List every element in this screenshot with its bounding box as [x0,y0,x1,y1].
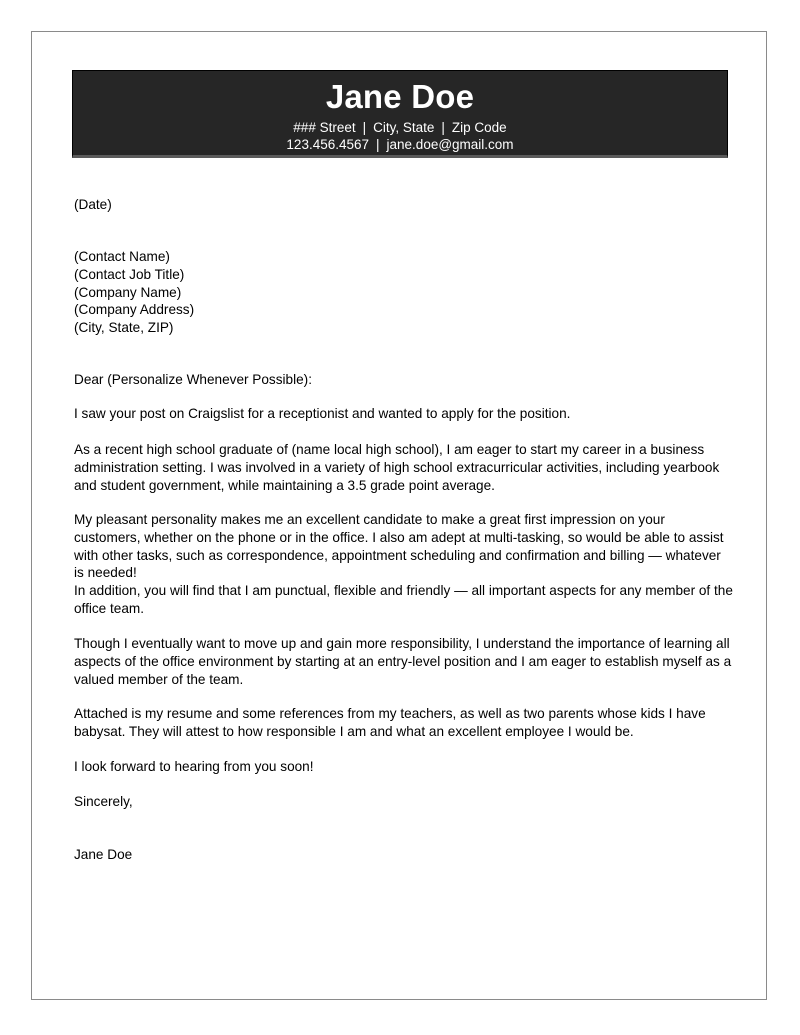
sender-email: jane.doe@gmail.com [386,137,514,152]
paragraph-1: I saw your post on Craigslist for a receptionist and wanted to apply for the position. [74,406,571,421]
separator: | [362,120,367,135]
recipient-block [74,248,734,337]
recipient-job-title: (Contact Job Title) [74,266,185,282]
paragraph-2: As a recent high school graduate of (name local high school), I am eager to start my career in a business administration setting. I was involved in a variety of high school extracurricular activities, including yearbook and student government, while maintaining a 3.5 grade point average. [74,442,720,493]
recipient-contact-name: (Contact Name) [74,249,170,264]
paragraph-7: I look forward to hearing from you soon! [74,759,314,774]
sender-zip: Zip Code [451,120,507,135]
signature: Jane Doe [74,847,133,862]
sender-phone: 123.456.4567 [286,137,370,152]
recipient-city-state-zip: (City, State, ZIP) [74,320,174,336]
sender-city-state: City, State [373,120,435,135]
salutation: Dear (Personalize Whenever Possible): [74,372,312,387]
paragraph-6: Attached is my resume and some references from my teachers, as well as two parents whose kids I have babysat. They will attest to how responsible I am and what an excellent employee I would be. [74,706,706,739]
header-banner [72,70,728,158]
recipient-company-name: (Company Name) [74,284,182,300]
paragraph-4: In addition, you will find that I am punctual, flexible and friendly — all important aspects for any member of the office team. [74,583,733,616]
paragraph-5: Though I eventually want to move up and gain more responsibility, I understand the importance of learning all aspects of the office environment by starting at an entry-level position and I am eager to establish myself as a valued member of the team. [74,636,732,687]
sender-address-line [73,119,727,136]
sender-contact-line [73,136,727,153]
closing: Sincerely, [74,794,133,809]
sender-street: ### Street [293,120,356,135]
sender-name: Jane Doe [325,78,475,115]
paragraph-3: My pleasant personality makes me an excellent candidate to make a great first impression on your customers, whether on the phone or in the office. I also am adept at multi-tasking, so would be able to assist with other tasks, such as correspondence, appointment scheduling and confirmation and billing — whatever is needed! [74,512,724,581]
recipient-company-address: (Company Address) [74,302,195,318]
separator: | [441,120,445,135]
separator: | [376,137,380,152]
letter-date: (Date) [74,197,112,212]
